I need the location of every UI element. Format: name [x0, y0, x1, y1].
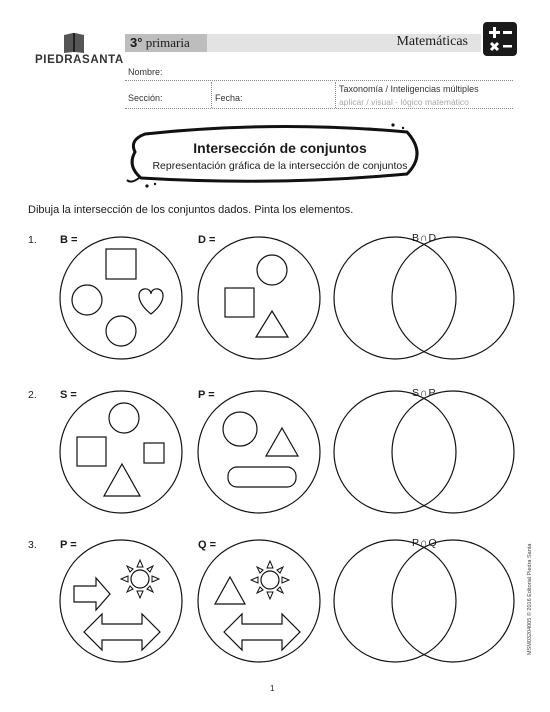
- square-shape: [144, 443, 164, 463]
- side-code: MSM03204005 © 2016 Editorial Piedra Santa: [527, 543, 533, 655]
- set-label-b: B =: [60, 234, 78, 246]
- heart-shape: [139, 289, 163, 314]
- field-divider: [211, 82, 212, 108]
- header-bottom-line: [125, 108, 513, 109]
- double-arrow-shape: [224, 614, 300, 650]
- operation-label: S∩P: [412, 387, 437, 399]
- triangle-shape: [215, 577, 245, 604]
- exercise-number: 2.: [28, 389, 37, 401]
- book-logo-icon: [62, 32, 86, 54]
- arrow-shape: [74, 578, 110, 610]
- circle-shape: [72, 285, 102, 315]
- circle-shape: [257, 255, 287, 285]
- circle-shape: [223, 412, 257, 446]
- operation-label: B∩D: [412, 232, 438, 244]
- sun-shape: [121, 560, 159, 598]
- square-shape: [225, 288, 254, 317]
- triangle-shape: [104, 464, 140, 496]
- subject-label: Matemáticas: [396, 34, 468, 49]
- name-line[interactable]: [125, 80, 513, 81]
- set-label-d: D =: [198, 234, 216, 246]
- name-label: Nombre:: [128, 67, 163, 77]
- taxonomy-sub: aplicar / visual - lógico matemático: [339, 97, 469, 107]
- sun-shape: [251, 561, 289, 599]
- field-divider: [335, 82, 336, 108]
- title-banner: [125, 122, 425, 192]
- logo-text: PIEDRASANTA: [35, 54, 124, 66]
- square-shape: [77, 437, 106, 466]
- set-label-p2: P =: [60, 539, 77, 551]
- page-number: 1: [270, 684, 275, 693]
- triangle-shape: [266, 428, 298, 456]
- set-label-p: P =: [198, 389, 215, 401]
- page-title: Intersección de conjuntos: [193, 140, 367, 156]
- instruction-text: Dibuja la intersección de los conjuntos dados. Pinta los elementos.: [28, 204, 354, 216]
- page-subtitle: Representación gráfica de la intersección de conjuntos: [152, 160, 408, 172]
- section-label: Sección:: [128, 93, 163, 103]
- double-arrow-shape: [84, 614, 160, 650]
- date-label: Fecha:: [215, 93, 243, 103]
- circle-shape: [109, 403, 139, 433]
- rounded-rectangle-shape: [228, 467, 296, 487]
- set-label-s: S =: [60, 389, 77, 401]
- operation-label: P∩Q: [412, 537, 438, 549]
- exercise-number: 3.: [28, 539, 37, 551]
- circle-shape: [106, 316, 136, 346]
- set-label-q: Q =: [198, 539, 217, 551]
- grade-label: 3° primaria: [130, 35, 190, 50]
- math-operations-icon: [483, 22, 517, 56]
- triangle-shape: [256, 311, 288, 337]
- exercise-number: 1.: [28, 234, 37, 246]
- square-shape: [106, 249, 136, 279]
- taxonomy-label: Taxonomía / Inteligencias múltiples: [339, 84, 479, 94]
